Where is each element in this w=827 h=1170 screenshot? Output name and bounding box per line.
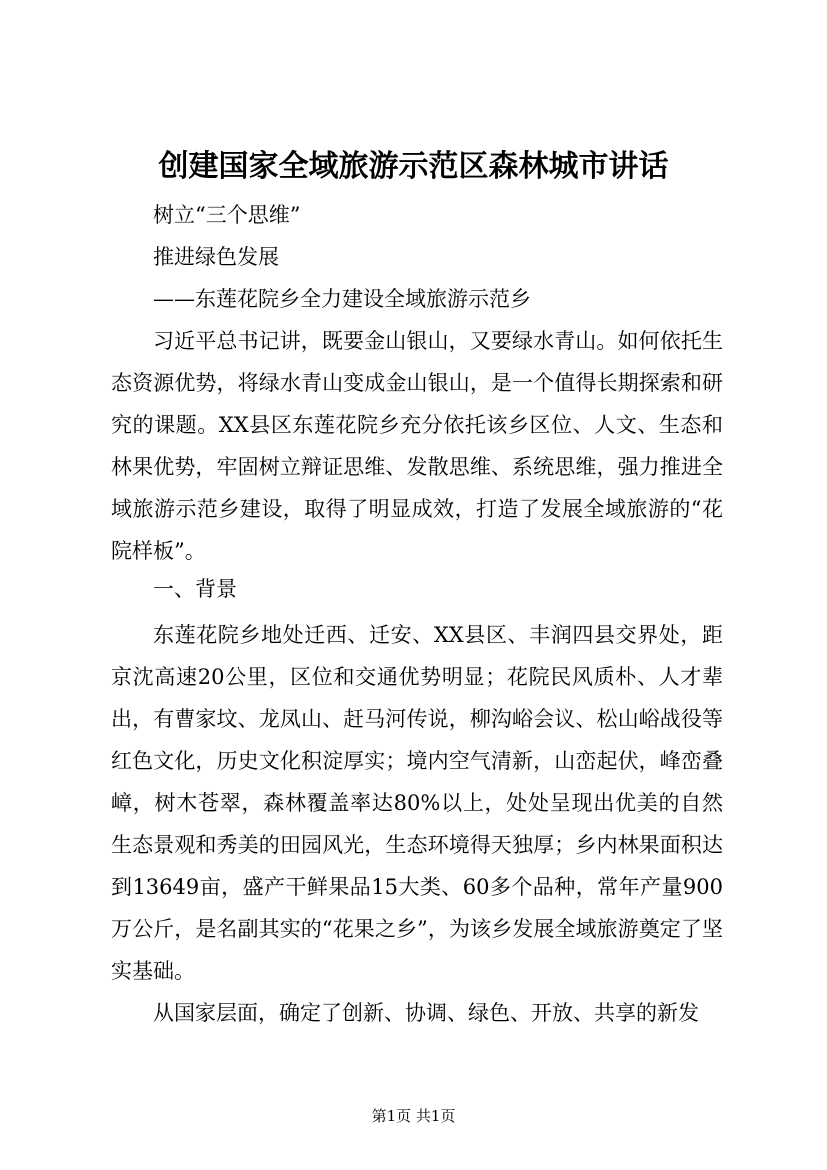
subtitle-line-3: ——东莲花院乡全力建设全域旅游示范乡	[153, 287, 531, 311]
page-footer: 第1页 共1页	[371, 1107, 456, 1125]
section-heading-background: 一、背景	[153, 577, 237, 601]
body-paragraph-background: 东莲花院乡地处迁西、迁安、XX县区、丰润四县交界处，距京沈高速20公里，区位和交通优势明显；花院民风质朴、人才辈出，有曹家坟、龙凤山、赶马河传说，柳沟峪会议、松山峪战役等红色文化，历史文化积淀厚实；境内空气清新，山峦起伏，峰峦叠嶂，树木苍翠，森林覆盖率达80%以上，处处呈现出优美的自然生态景观和秀美的田园风光，生态环境得天独厚；乡内林果面积达到13649亩，盛产干鲜果品15大类、60多个品种，常年产量900万公斤，是名副其实的“花果之乡”，为该乡发展全域旅游奠定了坚实基础。	[111, 623, 723, 983]
subtitle-line-2: 推进绿色发展	[153, 245, 279, 269]
document-title: 创建国家全域旅游示范区森林城市讲话	[158, 149, 669, 184]
subtitle-line-1: 树立“三个思维”	[153, 203, 301, 227]
body-paragraph-intro: 习近平总书记讲，既要金山银山，又要绿水青山。如何依托生态资源优势，将绿水青山变成金山银山，是一个值得长期探索和研究的课题。XX县区东莲花院乡充分依托该乡区位、人文、生态和林果优势，牢固树立辩证思维、发散思维、系统思维，强力推进全域旅游示范乡建设，取得了明显成效，打造了发展全域旅游的“花院样板”。	[111, 329, 723, 563]
body-paragraph-national: 从国家层面，确定了创新、协调、绿色、开放、共享的新发	[153, 1001, 699, 1025]
